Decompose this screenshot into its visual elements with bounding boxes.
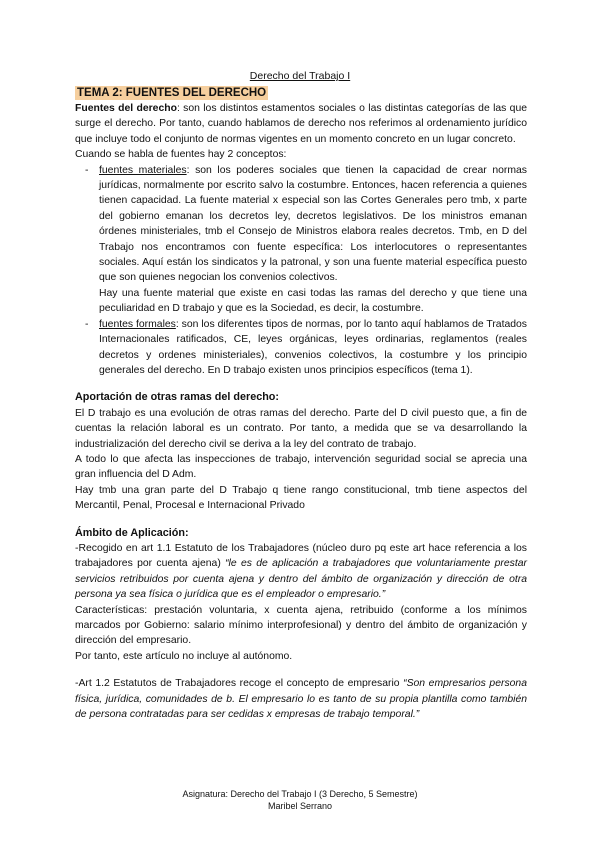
footer-subject: Asignatura: Derecho del Trabajo I (3 Derecho, 5 Semestre) xyxy=(182,789,418,799)
intro-paragraph: Cuando se habla de fuentes hay 2 conceptos: xyxy=(75,149,287,161)
fuentes-materiales-extra: Hay una fuente material que existe en casi todas las ramas del derecho y que tiene una peculiaridad en D trabajo y que es la Sociedad, es decir, la costumbre. xyxy=(99,287,527,315)
list-item xyxy=(99,317,527,379)
section-title-fuentes: TEMA 2: FUENTES DEL DERECHO xyxy=(77,87,267,99)
fuentes-materiales-text: : son los poderes sociales que tienen la capacidad de crear normas jurídicas, normalmente por escrito salvo la costumbre. Entonces, hacen referencia a quienes tienen capacidad. La fuente material x especial son las Cortes Generales pero tmb, x parte del gobierno emanan los decretos ley, decretos legislativos. De los ministros emanan órdenes ministeriales, tmb el Consejo de Ministros elabora reales decretos. Tmb, en D del Trabajo nos encontramos con fuente específica: Los interlocutores o representantes sociales. Aquí están los sindicatos y la patronal, y son una fuente material específica puesto que son quienes negocian los convenios colectivos. xyxy=(99,164,527,284)
page-footer xyxy=(0,788,600,812)
definition-term: Fuentes del derecho xyxy=(75,103,177,114)
ambito-paragraph-art-1-2: -Art 1.2 Estatutos de Trabajadores recoge el concepto de empresario “Son empresarios persona física, jurídica, comunidades de b. El empresario lo es tanto de su propia plantilla como también de persona contratadas para ser cedidas x empresas de trabajo temporal.” xyxy=(75,678,527,721)
term-fuentes-materiales: fuentes materiales xyxy=(99,164,187,176)
caracteristicas-paragraph: Características: prestación voluntaria, x cuenta ajena, retribuido (conforme a los mínimos marcados por Gobierno: salario mínimo interprofesional) y dentro del ámbito de organización y dirección del empresario. xyxy=(75,604,527,647)
definition-text: : son los distintos estamentos sociales o las distintas categorías de las que surge el derecho. Por tanto, cuando hablamos de derecho nos referimos al ordenamiento jurídico que incluye todo el conjunto de normas vigentes en un momento concreto en un lugar concreto. xyxy=(75,103,528,145)
document-title: Derecho del Trabajo I xyxy=(249,70,351,82)
heading-ambito: Ámbito de Aplicación: xyxy=(75,526,189,539)
quote-art-1-1: “le es de aplicación a trabajadores que voluntariamente prestar servicios retribuidos por cuenta ajena y dentro del ámbito de organización y dirección de otra persona ya sea física o jurídica que es el empleador o empresario.” xyxy=(75,558,527,601)
aportacion-paragraph: El D trabajo es una evolución de otras ramas del derecho. Parte del D civil puesto que, a fin de cuentas la relación laboral es un contrato. Por tanto, a medida que se va desarrollando la industrialización del derecho civil se deriva a la ley del contrato de trabajo. xyxy=(75,407,527,450)
autonomo-paragraph: Por tanto, este artículo no incluye al autónomo. xyxy=(75,650,293,662)
ambito-paragraph-art-1-1: -Recogido en art 1.1 Estatuto de los Trabajadores (núcleo duro pq este art hace referencia a los trabajadores por cuenta ajena) “le es de aplicación a trabajadores que voluntariamente prestar servicios retribuidos por cuenta ajena y dentro del ámbito de organización y dirección de otra persona ya sea física o jurídica que es el empleador o empresario.” xyxy=(75,542,527,601)
footer-author: Maribel Serrano xyxy=(267,801,333,811)
term-fuentes-formales: fuentes formales xyxy=(99,318,176,330)
fuentes-formales-text: : son los diferentes tipos de normas, por lo tanto aquí hablamos de Tratados Internacionales ratificados, CE, leyes orgánicas, leyes ordinarias, reglamentos (reales decretos y ordenes ministeriales), convenios colectivos, la costumbre y los principio generales del derecho. En D trabajo existen unos principios específicos (tema 1). xyxy=(99,318,527,376)
aportacion-paragraph: Hay tmb una gran parte del D Trabajo q tiene rango constitucional, tmb tiene aspectos del Mercantil, Penal, Procesal e Internacional Privado xyxy=(75,484,527,512)
definition-paragraph xyxy=(75,101,527,147)
quote-art-1-2: “Son empresarios persona física, jurídica, comunidades de b. El empresario lo es tanto de su propia plantilla como también de persona contratadas para ser cedidas x empresas de trabajo temporal.” xyxy=(75,678,527,721)
list-item xyxy=(99,163,527,317)
document-body xyxy=(75,101,527,722)
heading-aportacion: Aportación de otras ramas del derecho: xyxy=(75,391,279,404)
sources-list xyxy=(75,163,527,379)
aportacion-paragraph: A todo lo que afecta las inspecciones de trabajo, intervención seguridad social se aprecia una gran influencia del D Adm. xyxy=(75,453,527,481)
